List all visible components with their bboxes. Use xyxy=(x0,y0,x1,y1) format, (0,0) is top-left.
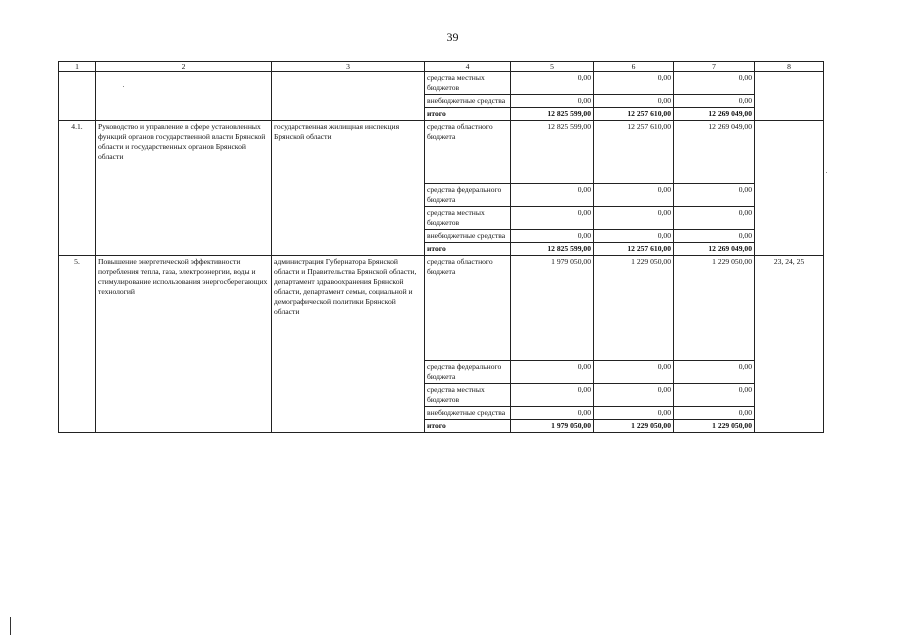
amount-cell: 0,00 xyxy=(674,207,755,230)
total-label: итого xyxy=(425,420,511,433)
amount-cell: 0,00 xyxy=(511,207,594,230)
funding-source: внебюджетные средства xyxy=(425,407,511,420)
amount-cell: 12 257 610,00 xyxy=(594,243,674,256)
total-label: итого xyxy=(425,243,511,256)
funding-source: средства федерального бюджета xyxy=(425,184,511,207)
amount-cell: 12 825 599,00 xyxy=(511,108,594,121)
funding-source: средства местных бюджетов xyxy=(425,384,511,407)
header-row xyxy=(59,62,824,72)
amount-cell: 0,00 xyxy=(594,72,674,95)
item-name: Руководство и управление в сфере установленных функций органов государственной власти Брянской области и государственных органов Брянской области xyxy=(96,121,272,256)
column-header: 3 xyxy=(272,62,425,72)
amount-cell: 0,00 xyxy=(674,384,755,407)
column-header: 7 xyxy=(674,62,755,72)
page-number: 39 xyxy=(446,30,459,44)
table-row xyxy=(59,256,824,361)
amount-cell: 1 229 050,00 xyxy=(674,256,755,361)
amount-cell: 0,00 xyxy=(594,207,674,230)
funding-source: средства областного бюджета xyxy=(425,121,511,184)
amount-cell: 12 257 610,00 xyxy=(594,108,674,121)
item-executor: администрация Губернатора Брянской области и Правительства Брянской области, департамент здравоохранения Брянской области, департамент семьи, социальной и демографической политики Брянской области xyxy=(272,256,425,433)
column-header: 4 xyxy=(425,62,511,72)
binding-mark xyxy=(10,617,11,635)
amount-cell: 1 229 050,00 xyxy=(594,256,674,361)
funding-source: внебюджетные средства xyxy=(425,95,511,108)
scan-speck xyxy=(123,86,124,87)
amount-cell: 0,00 xyxy=(674,230,755,243)
column-header: 2 xyxy=(96,62,272,72)
amount-cell: 0,00 xyxy=(511,230,594,243)
table-row xyxy=(59,121,824,184)
amount-cell: 12 825 599,00 xyxy=(511,243,594,256)
amount-cell: 1 229 050,00 xyxy=(674,420,755,433)
item-executor xyxy=(272,72,425,121)
amount-cell: 12 825 599,00 xyxy=(511,121,594,184)
item-executor: государственная жилищная инспекция Брянской области xyxy=(272,121,425,256)
amount-cell: 0,00 xyxy=(674,95,755,108)
amount-cell: 0,00 xyxy=(594,407,674,420)
amount-cell: 0,00 xyxy=(511,72,594,95)
amount-cell: 0,00 xyxy=(594,230,674,243)
amount-cell: 1 979 050,00 xyxy=(511,420,594,433)
amount-cell: 1 979 050,00 xyxy=(511,256,594,361)
total-label: итого xyxy=(425,108,511,121)
amount-cell: 0,00 xyxy=(674,407,755,420)
funding-source: средства федерального бюджета xyxy=(425,361,511,384)
target-indicators xyxy=(755,121,824,256)
column-header: 5 xyxy=(511,62,594,72)
target-indicators xyxy=(755,72,824,121)
scan-speck xyxy=(826,172,827,173)
amount-cell: 0,00 xyxy=(511,384,594,407)
target-indicators: 23, 24, 25 xyxy=(755,256,824,433)
amount-cell: 0,00 xyxy=(674,184,755,207)
column-header: 1 xyxy=(59,62,96,72)
amount-cell: 0,00 xyxy=(674,72,755,95)
item-number xyxy=(59,72,96,121)
amount-cell: 12 269 049,00 xyxy=(674,108,755,121)
column-header: 8 xyxy=(755,62,824,72)
table-row xyxy=(59,72,824,95)
amount-cell: 12 257 610,00 xyxy=(594,121,674,184)
funding-source: внебюджетные средства xyxy=(425,230,511,243)
funding-source: средства областного бюджета xyxy=(425,256,511,361)
column-header: 6 xyxy=(594,62,674,72)
amount-cell: 0,00 xyxy=(511,95,594,108)
amount-cell: 0,00 xyxy=(511,184,594,207)
amount-cell: 1 229 050,00 xyxy=(594,420,674,433)
amount-cell: 0,00 xyxy=(511,361,594,384)
amount-cell: 0,00 xyxy=(594,95,674,108)
amount-cell: 0,00 xyxy=(594,361,674,384)
amount-cell: 0,00 xyxy=(674,361,755,384)
item-name xyxy=(96,72,272,121)
amount-cell: 0,00 xyxy=(511,407,594,420)
amount-cell: 12 269 049,00 xyxy=(674,121,755,184)
amount-cell: 0,00 xyxy=(594,384,674,407)
item-number: 4.1. xyxy=(59,121,96,256)
item-name: Повышение энергетической эффективности потребления тепла, газа, электроэнергии, воды и стимулирование использования энергосберегающих технологий xyxy=(96,256,272,433)
funding-source: средства местных бюджетов xyxy=(425,72,511,95)
amount-cell: 0,00 xyxy=(594,184,674,207)
amount-cell: 12 269 049,00 xyxy=(674,243,755,256)
item-number: 5. xyxy=(59,256,96,433)
funding-source: средства местных бюджетов xyxy=(425,207,511,230)
funding-table xyxy=(58,61,824,433)
